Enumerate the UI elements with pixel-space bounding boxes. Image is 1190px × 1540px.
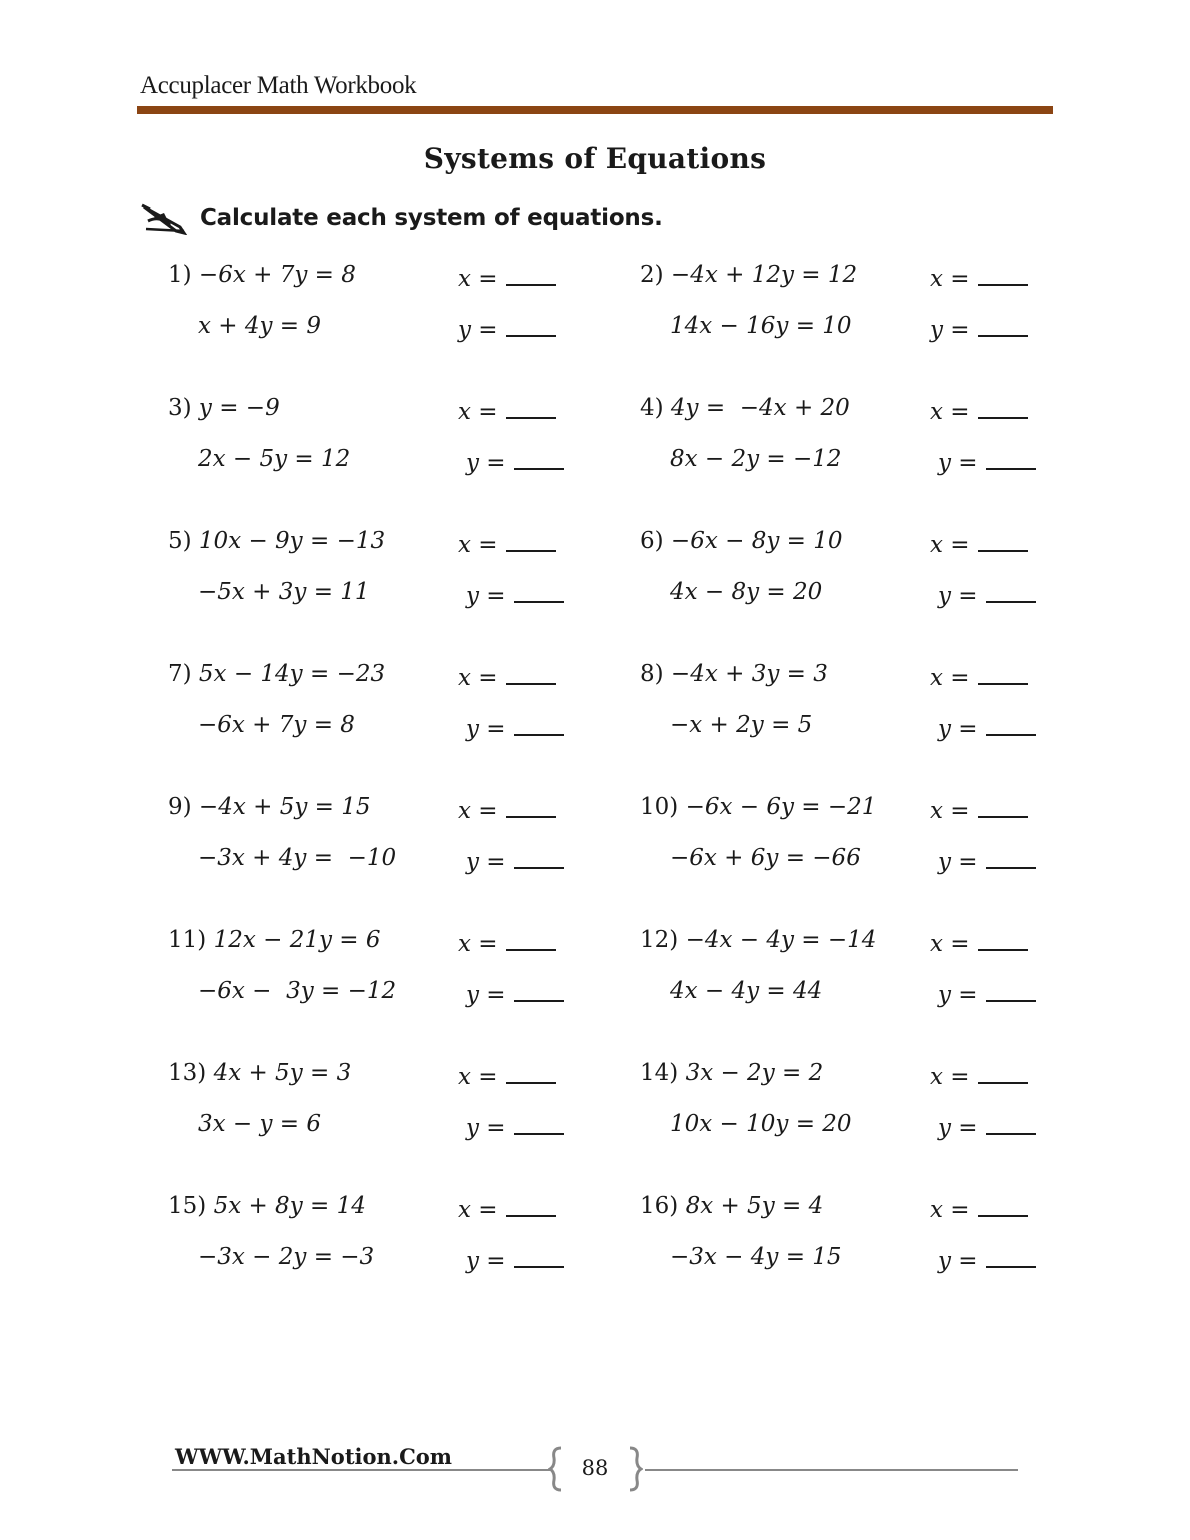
equation-1 [640, 661, 828, 687]
answer-y-blank[interactable] [514, 845, 564, 869]
answer-x-blank[interactable] [506, 794, 556, 818]
answer-x-label: x = [930, 399, 970, 425]
answer-x-label: x = [930, 798, 970, 824]
problem-number: 9) [168, 794, 192, 820]
answer-y-blank[interactable] [514, 579, 564, 603]
answer-x [930, 1193, 1028, 1223]
problem-number: 15) [168, 1193, 207, 1219]
answer-x-blank[interactable] [978, 528, 1028, 552]
answer-y [938, 845, 1036, 875]
problem-4 [640, 395, 1100, 505]
answer-y-blank[interactable] [514, 712, 564, 736]
answer-y [466, 1244, 564, 1274]
equation-text: 8x + 5y = 4 [685, 1193, 824, 1219]
equation-1 [168, 395, 280, 421]
problem-7 [168, 661, 628, 771]
answer-y-label: y = [466, 1115, 506, 1141]
answer-x-blank[interactable] [978, 794, 1028, 818]
problem-9 [168, 794, 628, 904]
problem-number: 2) [640, 262, 664, 288]
answer-y [466, 446, 564, 476]
answer-x [930, 661, 1028, 691]
problem-number: 10) [640, 794, 679, 820]
problem-5 [168, 528, 628, 638]
answer-y-blank[interactable] [514, 1111, 564, 1135]
answer-x [930, 1060, 1028, 1090]
equation-1 [640, 927, 876, 953]
footer-rule-left [172, 1469, 550, 1471]
answer-y-blank[interactable] [986, 1111, 1036, 1135]
equation-2: −3x − 2y = −3 [198, 1244, 375, 1270]
problem-number: 16) [640, 1193, 679, 1219]
answer-x-label: x = [930, 931, 970, 957]
answer-x-blank[interactable] [978, 395, 1028, 419]
problem-1 [168, 262, 628, 372]
answer-x-label: x = [458, 266, 498, 292]
answer-y-label: y = [938, 849, 978, 875]
answer-x-label: x = [930, 1064, 970, 1090]
equation-2: 2x − 5y = 12 [198, 446, 351, 472]
problem-number: 8) [640, 661, 664, 687]
answer-x-blank[interactable] [506, 927, 556, 951]
instruction [140, 200, 663, 236]
problem-number: 14) [640, 1060, 679, 1086]
equation-2: x + 4y = 9 [198, 313, 322, 339]
equation-1 [640, 262, 857, 288]
answer-y [466, 1111, 564, 1141]
pencil-icon [140, 201, 188, 235]
answer-x-blank[interactable] [506, 1060, 556, 1084]
problem-2 [640, 262, 1100, 372]
page-number: 88 [581, 1456, 609, 1480]
answer-x-blank[interactable] [506, 262, 556, 286]
problem-13 [168, 1060, 628, 1170]
answer-y-blank[interactable] [978, 313, 1028, 337]
answer-x-label: x = [458, 665, 498, 691]
problem-16 [640, 1193, 1100, 1303]
answer-x [458, 794, 556, 824]
equation-text: 5x − 14y = −23 [198, 661, 386, 687]
equation-2: −6x + 7y = 8 [198, 712, 355, 738]
answer-x [930, 528, 1028, 558]
answer-x-label: x = [458, 798, 498, 824]
equation-2: −x + 2y = 5 [670, 712, 813, 738]
problem-number: 11) [168, 927, 207, 953]
equation-1 [640, 528, 842, 554]
answer-x-blank[interactable] [506, 661, 556, 685]
problem-15 [168, 1193, 628, 1303]
answer-y [466, 845, 564, 875]
answer-x-blank[interactable] [978, 927, 1028, 951]
equation-2: −3x + 4y = −10 [198, 845, 397, 871]
answer-y-label: y = [930, 317, 970, 343]
equation-2: 10x − 10y = 20 [670, 1111, 852, 1137]
answer-y [466, 712, 564, 742]
equation-2: −5x + 3y = 11 [198, 579, 370, 605]
problem-10 [640, 794, 1100, 904]
answer-x-blank[interactable] [506, 528, 556, 552]
problem-3 [168, 395, 628, 505]
answer-x-label: x = [458, 532, 498, 558]
answer-y [938, 579, 1036, 609]
equation-2: −3x − 4y = 15 [670, 1244, 842, 1270]
equation-1 [168, 661, 385, 687]
answer-x [930, 395, 1028, 425]
equation-text: −4x + 5y = 15 [198, 794, 371, 820]
equation-2: 4x − 8y = 20 [670, 579, 823, 605]
answer-y [938, 1244, 1036, 1274]
answer-y-blank[interactable] [986, 1244, 1036, 1268]
problem-number: 6) [640, 528, 664, 554]
answer-y [458, 313, 556, 343]
problem-number: 12) [640, 927, 679, 953]
header-divider [137, 106, 1053, 114]
problem-number: 13) [168, 1060, 207, 1086]
equation-text: 4y = −4x + 20 [670, 395, 850, 421]
answer-x [930, 927, 1028, 957]
answer-y-label: y = [938, 1115, 978, 1141]
answer-y-blank[interactable] [986, 712, 1036, 736]
answer-y [466, 978, 564, 1008]
equation-1 [640, 1193, 823, 1219]
equation-2: −6x + 6y = −66 [670, 845, 861, 871]
answer-y [938, 712, 1036, 742]
equation-1 [640, 794, 876, 820]
footer-website: WWW.MathNotion.Com [175, 1444, 453, 1469]
problem-12 [640, 927, 1100, 1037]
workbook-title: Accuplacer Math Workbook [140, 72, 417, 99]
answer-x-blank[interactable] [506, 1193, 556, 1217]
answer-y [938, 1111, 1036, 1141]
equation-text: −4x + 12y = 12 [670, 262, 858, 288]
answer-x-label: x = [458, 1197, 498, 1223]
problem-number: 5) [168, 528, 192, 554]
answer-y-label: y = [938, 1248, 978, 1274]
equation-2: −6x − 3y = −12 [198, 978, 397, 1004]
equation-2: 4x − 4y = 44 [670, 978, 823, 1004]
page-title: Systems of Equations [423, 142, 767, 175]
answer-y-blank[interactable] [514, 446, 564, 470]
equation-text: −6x − 6y = −21 [685, 794, 877, 820]
left-bracket-icon [548, 1446, 564, 1492]
equation-text: −6x − 8y = 10 [670, 528, 843, 554]
equation-text: −6x + 7y = 8 [198, 262, 356, 288]
equation-2: 3x − y = 6 [198, 1111, 322, 1137]
answer-y-label: y = [466, 849, 506, 875]
answer-x [458, 1193, 556, 1223]
answer-x-blank[interactable] [978, 262, 1028, 286]
answer-x-label: x = [930, 266, 970, 292]
answer-y-label: y = [466, 1248, 506, 1274]
problem-14 [640, 1060, 1100, 1170]
answer-y-blank[interactable] [986, 845, 1036, 869]
answer-y-label: y = [938, 716, 978, 742]
problem-number: 4) [640, 395, 664, 421]
equation-1 [640, 395, 850, 421]
answer-y [938, 978, 1036, 1008]
equation-2: 14x − 16y = 10 [670, 313, 852, 339]
equation-text: −4x + 3y = 3 [670, 661, 828, 687]
answer-x [930, 794, 1028, 824]
answer-x-label: x = [458, 399, 498, 425]
answer-y-blank[interactable] [514, 1244, 564, 1268]
problem-6 [640, 528, 1100, 638]
answer-x [458, 528, 556, 558]
right-bracket-icon [627, 1446, 643, 1492]
answer-x-blank[interactable] [978, 1060, 1028, 1084]
answer-y-label: y = [466, 716, 506, 742]
equation-1 [168, 262, 356, 288]
equation-text: 3x − 2y = 2 [685, 1060, 824, 1086]
answer-x-label: x = [458, 931, 498, 957]
equation-text: 5x + 8y = 14 [213, 1193, 366, 1219]
equation-text: −4x − 4y = −14 [685, 927, 877, 953]
equation-1 [168, 927, 380, 953]
equation-2: 8x − 2y = −12 [670, 446, 842, 472]
answer-y-label: y = [458, 317, 498, 343]
problem-8 [640, 661, 1100, 771]
problem-number: 3) [168, 395, 192, 421]
equation-1 [168, 1193, 366, 1219]
answer-x-label: x = [930, 1197, 970, 1223]
problem-number: 7) [168, 661, 192, 687]
answer-y [938, 446, 1036, 476]
answer-x [458, 1060, 556, 1090]
equation-text: 4x + 5y = 3 [213, 1060, 352, 1086]
answer-x-blank[interactable] [978, 661, 1028, 685]
equation-1 [640, 1060, 823, 1086]
equation-1 [168, 528, 385, 554]
equation-text: 12x − 21y = 6 [213, 927, 381, 953]
answer-x-label: x = [930, 665, 970, 691]
answer-x-label: x = [458, 1064, 498, 1090]
equation-text: 10x − 9y = −13 [198, 528, 386, 554]
equation-1 [168, 1060, 351, 1086]
answer-x-blank[interactable] [978, 1193, 1028, 1217]
answer-y-label: y = [938, 982, 978, 1008]
answer-x-label: x = [930, 532, 970, 558]
footer-rule-right [645, 1469, 1018, 1471]
equation-text: y = −9 [198, 395, 280, 421]
answer-y-label: y = [466, 583, 506, 609]
answer-y-label: y = [938, 450, 978, 476]
answer-y-blank[interactable] [514, 978, 564, 1002]
answer-y-label: y = [938, 583, 978, 609]
answer-x [458, 927, 556, 957]
equation-1 [168, 794, 370, 820]
answer-x [458, 395, 556, 425]
answer-y-label: y = [466, 982, 506, 1008]
answer-x [458, 262, 556, 292]
answer-y-label: y = [466, 450, 506, 476]
instruction-text: Calculate each system of equations. [200, 205, 663, 231]
answer-y [930, 313, 1028, 343]
answer-x [458, 661, 556, 691]
answer-y-blank[interactable] [986, 978, 1036, 1002]
answer-x-blank[interactable] [506, 395, 556, 419]
answer-y-blank[interactable] [506, 313, 556, 337]
problem-number: 1) [168, 262, 192, 288]
answer-y-blank[interactable] [986, 446, 1036, 470]
problem-11 [168, 927, 628, 1037]
answer-x [930, 262, 1028, 292]
answer-y-blank[interactable] [986, 579, 1036, 603]
answer-y [466, 579, 564, 609]
